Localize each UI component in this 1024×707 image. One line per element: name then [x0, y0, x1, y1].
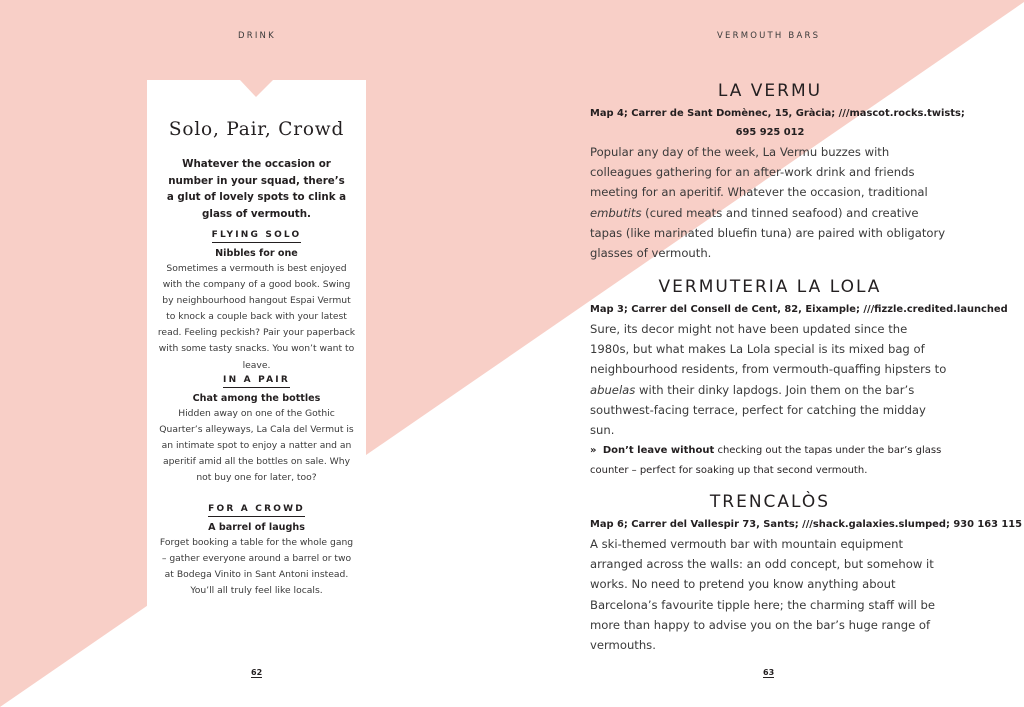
- section-body: Sometimes a vermouth is best enjoyed with the company of a good book. Swing by neighbourhood hangout Espai Vermut to knock a couple back with your latest read. Feeling peckish? Pair your paperback with some tasty snacks. You won’t want to leave.: [157, 263, 356, 371]
- entry-body: [590, 319, 950, 440]
- double-chevron-icon: »: [590, 445, 597, 457]
- card-title: Solo, Pair, Crowd: [168, 119, 345, 140]
- section-heading: IN A PAIR: [223, 374, 290, 388]
- section-flying-solo: [147, 222, 366, 374]
- section-subheading: Nibbles for one: [215, 248, 298, 259]
- entry-vermuteria-la-lola: [590, 277, 1008, 481]
- running-head-right: VERMOUTH BARS: [717, 31, 821, 41]
- page-number-left: 62: [251, 668, 263, 677]
- entry-body-text: Popular any day of the week, La Vermu buzzes with colleagues gathering for an after-work drink and friends meeting for an aperitif. Whatever the occasion, traditional: [590, 145, 928, 200]
- entry-meta-line2: 695 925 012: [735, 127, 805, 138]
- entry-meta-line1: Map 4; Carrer de Sant Domènec, 15, Gràcia; ///mascot.rocks.twists;: [590, 108, 965, 119]
- tip-text: checking out the tapas under the bar’s glass counter – perfect for soaking up that second vermouth.: [590, 445, 942, 477]
- entry-body-text: Sure, its decor might not have been updated since the 1980s, but what makes La Lola special is its mixed bag of neighbourhood residents, from vermouth-quaffing hipsters to: [590, 322, 947, 377]
- section-heading: FOR A CROWD: [208, 503, 305, 517]
- page-number-right: 63: [763, 668, 775, 677]
- entry-body-text: with their dinky lapdogs. Join them on the bar’s southwest-facing terrace, perfect for catching the midday sun.: [590, 382, 926, 438]
- entry-meta-line1: Map 6; Carrer del Vallespir 73, Sants; ///shack.galaxies.slumped; 930 163 115: [590, 519, 1023, 530]
- section-for-a-crowd: [147, 496, 366, 599]
- entry-title: TRENCALÒS: [709, 492, 831, 512]
- entry-body-italic: embutits: [590, 205, 642, 220]
- section-heading: FLYING SOLO: [212, 229, 302, 243]
- entry-la-vermu: [590, 81, 965, 263]
- section-subheading: Chat among the bottles: [192, 393, 321, 404]
- dont-leave-without-tip: [590, 441, 950, 481]
- entry-meta-line1: Map 3; Carrer del Consell de Cent, 82, Eixample; ///fizzle.credited.launched: [590, 304, 1008, 315]
- section-body: Forget booking a table for the whole gang – gather everyone around a barrel or two at Bodega Vinito in Sant Antoni instead. You’ll all truly feel like locals.: [159, 537, 354, 597]
- tip-lead: Don’t leave without: [602, 445, 715, 457]
- entry-body-text: (cured meats and tinned seafood) and creative tapas (like marinated bluefin tuna) are paired with obligatory glasses of vermouth.: [590, 205, 946, 261]
- card-intro: Whatever the occasion or number in your squad, there’s a glut of lovely spots to clink a glass of vermouth.: [166, 158, 347, 220]
- entry-body: [590, 142, 950, 263]
- running-head-left: DRINK: [238, 31, 276, 41]
- entry-title: VERMUTERIA LA LOLA: [658, 277, 882, 297]
- section-subheading: A barrel of laughs: [208, 522, 305, 533]
- entry-body: A ski-themed vermouth bar with mountain equipment arranged across the walls: an odd concept, but somehow it works. No need to pretend you know anything about Barcelona’s favourite tipple here; the charming staff will be more than happy to advise you on the bar’s huge range of vermouths.: [590, 537, 936, 653]
- entry-body-italic: abuelas: [590, 382, 636, 397]
- entry-title: LA VERMU: [717, 81, 823, 101]
- section-body: Hidden away on one of the Gothic Quarter’s alleyways, La Cala del Vermut is an intimate spot to enjoy a natter and an aperitif amid all the bottles on sale. Why not buy one for later, too?: [159, 408, 354, 484]
- section-in-a-pair: [147, 367, 366, 486]
- entry-trencalos: [590, 492, 1023, 655]
